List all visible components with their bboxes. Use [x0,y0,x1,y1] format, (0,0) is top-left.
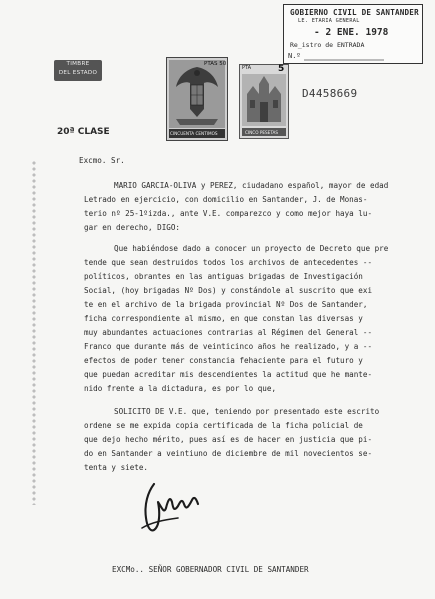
revenue-stamp-50-centimos [166,57,228,141]
timbre-line-2: DEL ESTADO [58,70,98,76]
handwritten-signature [138,478,204,538]
stamp-right-caption: CINCO PESETAS [245,130,279,135]
salutation: Excmo. Sr. [79,156,125,165]
registry-stamp-department: LE. ETARIA GENERAL [298,18,360,24]
body-line: SOLICITO DE V.E. que, teniendo por presentado este escrito [114,407,380,416]
body-line: te en el archivo de la brigada provincial Nº Dos de Santander, [84,300,368,309]
body-line: do en Santander a veintiuno de diciembre de mil novecientos se- [84,449,373,458]
stamp-right-value: 5 [278,64,285,74]
body-line: tenta y siete. [84,463,149,472]
body-line: terio nº 25-1ºizda., ante V.E. comparezco y como mejor haya lu- [84,209,373,218]
timbre-del-estado-label [54,60,102,81]
body-line: Que habiéndose dado a conocer un proyecto de Decreto que pre [114,244,389,253]
body-line: gar en derecho, DIGO: [84,223,181,232]
paper-serial-number: D4458669 [302,87,358,100]
paper-class: 20ª CLASE [57,127,110,137]
registry-stamp [283,4,423,64]
registry-stamp-date: - 2 ENE. 1978 [314,27,389,38]
stamp-left-value: PTAS 50 [204,61,227,67]
registry-stamp-number-label: N.º [288,52,301,60]
body-line: MARIO GARCIA-OLIVA y PEREZ, ciudadano español, mayor de edad [114,181,389,190]
body-line: ordene se me expida copia certificada de la ficha policial de [84,421,363,430]
body-line: políticos, obrantes en las antiguas brigadas de Investigación [84,272,363,281]
coat-of-arms-stamp-icon [166,57,228,141]
body-line: Franco que durante más de veinticinco años he realizado, y a -- [84,342,373,351]
timbre-line-1: TIMBRE [66,61,90,67]
registry-stamp-office: GOBIERNO CIVIL DE SANTANDER [290,8,419,17]
stamp-left-caption: CINCUENTA CENTIMOS [170,131,218,136]
body-line: ficha correspondiente al mismo, en que constan las diversas y [84,314,363,323]
body-line: que dejo hecho mérito, pues así es de hacer en justicia que pi- [84,435,373,444]
body-line: efectos de poder tener constancia fehaciente para el futuro y [84,356,363,365]
revenue-stamp-5-pesetas [239,64,289,139]
stamp-right-prefix: PTA [242,65,252,71]
addressee-closing: EXCMo.. SEÑOR GOBERNADOR CIVIL DE SANTANDER [112,565,309,574]
body-line: muy abundantes actuaciones contrarias al Régimen del General -- [84,328,373,337]
body-line: Letrado en ejercicio, con domicilio en Santander, J. de Monas- [84,195,368,204]
body-line: que puedan acreditar mis descendientes la actitud que he mante- [84,370,373,379]
registry-stamp-entry: Re_istro de ENTRADA [290,41,365,49]
body-line: tende que sean destruidos todos los archivos de antecedentes -- [84,258,373,267]
body-line: nido frente a la dictadura, es por lo que, [84,384,277,393]
body-line: Social, (hoy brigadas Nº Dos) y constándole al suscrito que exi [84,286,373,295]
monument-stamp-icon [239,64,289,139]
registry-number-line [304,59,384,61]
perforation-edge [29,160,39,505]
